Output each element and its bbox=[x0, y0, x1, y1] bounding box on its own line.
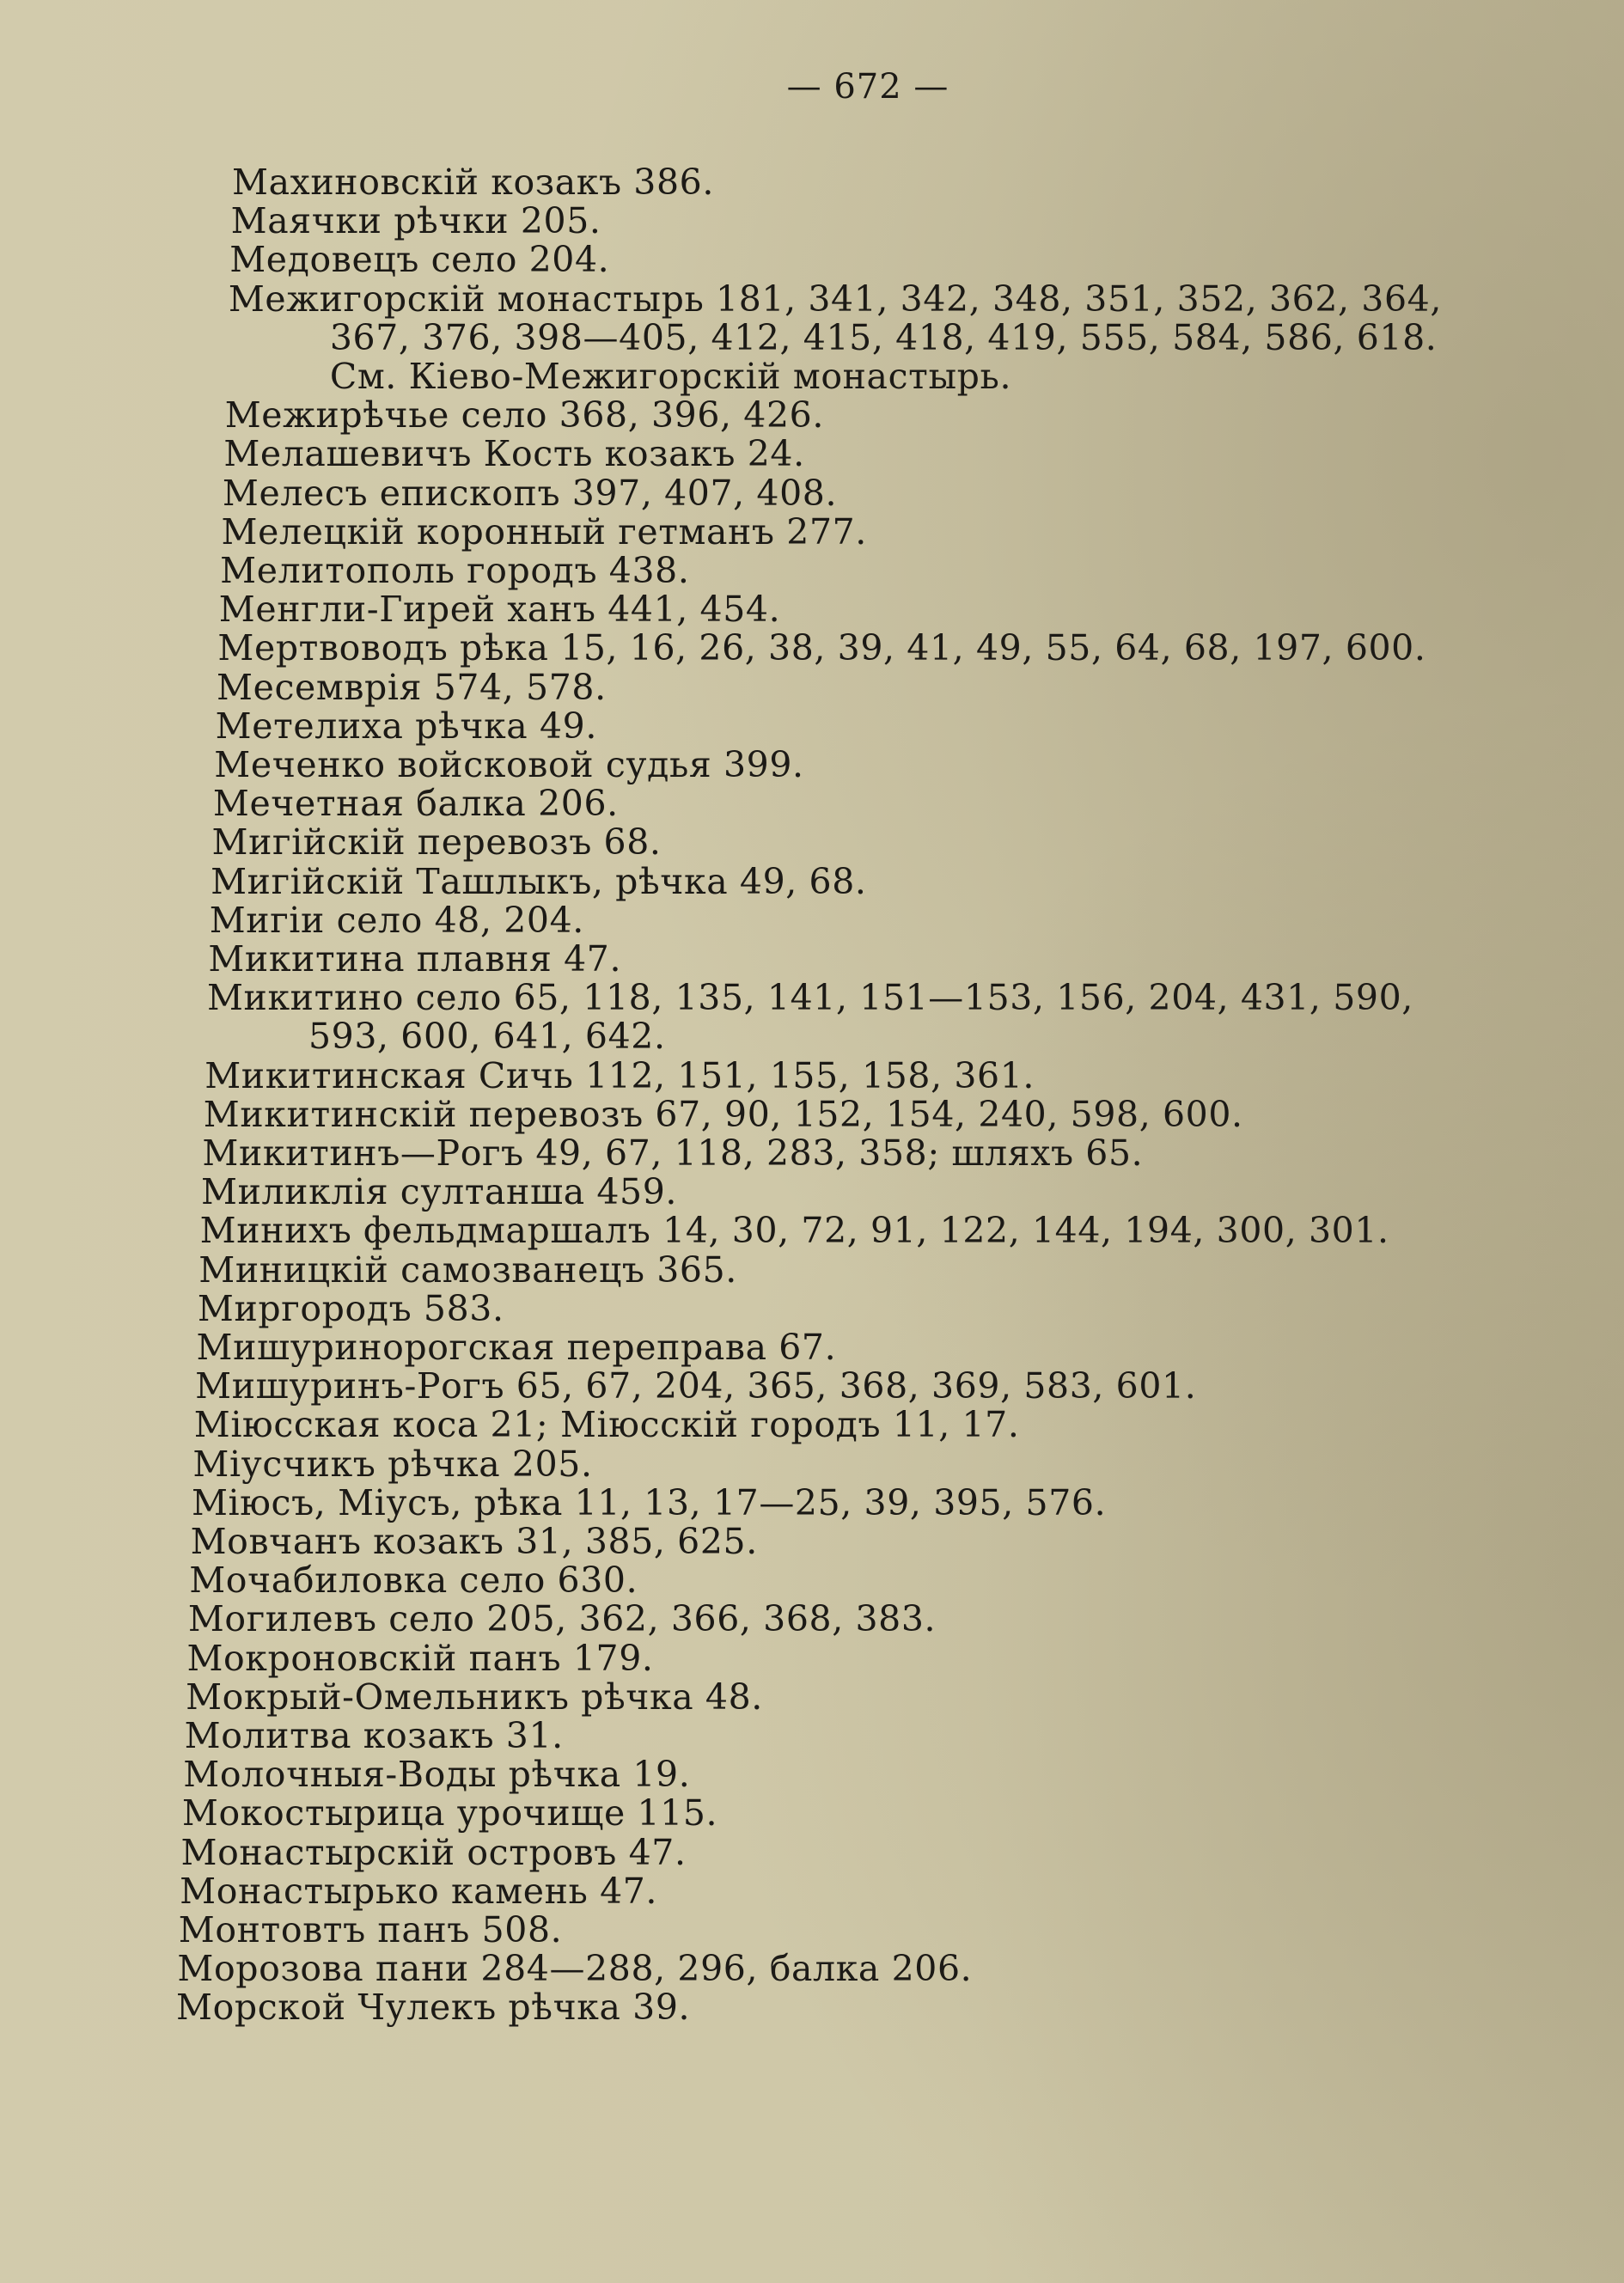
index-entry bbox=[186, 1678, 763, 1717]
index-entry-text: Маячки рѣчки 205. bbox=[230, 200, 601, 242]
index-entry-text: Мочабиловка село 630. bbox=[189, 1560, 638, 1602]
index-entry bbox=[185, 1717, 564, 1755]
index-entry-text: Махиновскій козакъ 386. bbox=[232, 162, 714, 203]
index-entry bbox=[198, 1248, 737, 1291]
index-entry-continuation: См. Кіево-Межигорскій монастырь. bbox=[329, 355, 1012, 397]
index-entry-continuation: 593, 600, 641, 642. bbox=[308, 1016, 666, 1058]
index-entry-text: Міюсъ, Міусъ, рѣка 11, 13, 17—25, 39, 395, 576. bbox=[191, 1481, 1107, 1523]
index-entry-text: Метелиха рѣчка 49. bbox=[215, 705, 597, 747]
index-entry-text: Монастырскій островъ 47. bbox=[180, 1831, 687, 1873]
index-entry-text: Мигійскій Ташлыкъ, рѣчка 49, 68. bbox=[211, 860, 867, 902]
index-entry bbox=[188, 1600, 936, 1639]
index-entry bbox=[208, 940, 621, 979]
index-entry-text: Могилевъ село 205, 362, 366, 368, 383. bbox=[187, 1598, 937, 1640]
index-entry-text: Мишуринъ-Рогъ 65, 67, 204, 365, 368, 369, 583, 601. bbox=[195, 1365, 1197, 1407]
index-entry bbox=[210, 901, 584, 940]
index-entry bbox=[223, 435, 804, 473]
index-entry bbox=[194, 1406, 1020, 1444]
index-entry-text: Молочныя-Воды рѣчка 19. bbox=[183, 1754, 691, 1796]
index-entry bbox=[191, 1523, 758, 1561]
index-entry-text: Месемврія 574, 578. bbox=[217, 666, 607, 708]
index-entry bbox=[201, 1173, 677, 1212]
index-entry bbox=[211, 860, 867, 902]
index-entry bbox=[219, 590, 780, 629]
index-entry bbox=[229, 280, 1442, 396]
index-entry bbox=[216, 707, 597, 746]
index-entry bbox=[221, 510, 867, 552]
index-entry-text: Морозова пани 284—288, 296, балка 206. bbox=[177, 1948, 973, 1990]
index-entry bbox=[189, 1561, 638, 1600]
index-entry-text: Микитинъ—Рогъ 49, 67, 118, 283, 358; шляхъ 65. bbox=[202, 1132, 1144, 1174]
index-entry-text: Мокостырица урочище 115. bbox=[181, 1792, 718, 1834]
index-entry bbox=[192, 1445, 592, 1484]
index-entry bbox=[183, 1755, 690, 1794]
index-entry-text: Микитино село 65, 118, 135, 141, 151—153, 156, 204, 431, 590, bbox=[206, 977, 1413, 1019]
index-entry-text: Мелесъ епископъ 397, 407, 408. bbox=[222, 472, 838, 514]
index-entry-text: Монастырько камень 47. bbox=[180, 1870, 658, 1912]
index-entry-text: Міусчикъ рѣчка 205. bbox=[192, 1443, 593, 1485]
index-entry bbox=[205, 1054, 1035, 1096]
index-entry-continuation: 367, 376, 398—405, 412, 415, 418, 419, 555, 584, 586, 618. bbox=[329, 316, 1438, 358]
page-number: — 672 — bbox=[786, 67, 949, 107]
index-entry bbox=[214, 746, 803, 784]
index-entry bbox=[197, 1287, 504, 1329]
index-entry-text: Микитинскій перевозъ 67, 90, 152, 154, 240, 598, 600. bbox=[203, 1093, 1243, 1135]
index-entry bbox=[186, 1639, 653, 1678]
index-entry bbox=[195, 1367, 1196, 1406]
index-entry-text: Межигорскій монастырь 181, 341, 342, 348, 351, 352, 362, 364, bbox=[228, 278, 1442, 320]
index-entry bbox=[197, 1328, 837, 1367]
index-entry bbox=[220, 552, 689, 590]
index-entry-text: Молитва козакъ 31. bbox=[184, 1715, 564, 1756]
index-entry-text: Мигіи село 48, 204. bbox=[209, 899, 584, 941]
index-entry-text: Мокрый-Омельникъ рѣчка 48. bbox=[186, 1676, 763, 1718]
index-entry-text: Меченко войсковой судья 399. bbox=[214, 744, 804, 785]
index-entry bbox=[217, 668, 607, 707]
index-entry-text: Миликлія султанша 459. bbox=[201, 1171, 678, 1213]
index-entry bbox=[231, 202, 601, 241]
index-entry-text: Межирѣчье село 368, 396, 426. bbox=[224, 394, 824, 436]
index-entry-text: Мигійскій перевозъ 68. bbox=[211, 821, 662, 864]
index-entry bbox=[179, 1911, 563, 1950]
index-entry-text: Миницкій самозванецъ 365. bbox=[198, 1248, 737, 1291]
index-entry bbox=[223, 474, 837, 513]
index-entry-text: Мелецкій коронный гетманъ 277. bbox=[221, 510, 867, 552]
index-entry-text: Менгли-Гирей ханъ 441, 454. bbox=[218, 589, 781, 631]
index-entry bbox=[202, 1134, 1143, 1173]
index-entry-text: Мишуринорогская переправа 67. bbox=[196, 1327, 837, 1368]
index-entry-text: Монтовтъ панъ 508. bbox=[178, 1909, 563, 1950]
index-entry-text: Морской Чулекъ рѣчка 39. bbox=[176, 1987, 691, 2029]
index-entry-text: Минихъ фельдмаршалъ 14, 30, 72, 91, 122, 144, 194, 300, 301. bbox=[199, 1210, 1389, 1252]
index-entry bbox=[232, 163, 714, 202]
index-entry-text: Мовчанъ козакъ 31, 385, 625. bbox=[190, 1521, 758, 1562]
index-entry bbox=[211, 823, 661, 862]
index-entry bbox=[182, 1794, 717, 1833]
index-entry bbox=[191, 1481, 1107, 1523]
index-entry-text: Мелитополь городъ 438. bbox=[220, 550, 690, 591]
index-entry-text: Міюсская коса 21; Міюсскій городъ 11, 17. bbox=[193, 1404, 1020, 1446]
index-entry bbox=[177, 1950, 972, 1988]
index-entry bbox=[176, 1988, 690, 2027]
index-entry bbox=[229, 241, 609, 279]
index-entry bbox=[217, 629, 1426, 668]
index-entry bbox=[203, 1093, 1243, 1135]
index-entry bbox=[180, 1831, 687, 1873]
index-entries bbox=[0, 163, 1624, 2140]
index-entry-text: Мокроновскій панъ 179. bbox=[186, 1637, 654, 1679]
index-entry bbox=[200, 1212, 1389, 1250]
index-entry bbox=[213, 784, 619, 823]
index-entry-text: Мечетная балка 206. bbox=[212, 783, 619, 825]
index-entry-text: Мелашевичъ Кость козакъ 24. bbox=[223, 433, 805, 475]
index-entry-text: Мертвоводъ рѣка 15, 16, 26, 38, 39, 41, 49, 55, 64, 68, 197, 600. bbox=[217, 627, 1426, 669]
index-entry-text: Миргородъ 583. bbox=[197, 1287, 504, 1329]
index-entry-text: Микитина плавня 47. bbox=[208, 938, 622, 980]
index-entry bbox=[207, 979, 1413, 1056]
index-entry-text: Микитинская Сичь 112, 151, 155, 158, 361. bbox=[205, 1054, 1035, 1096]
index-entry-text: Медовецъ село 204. bbox=[229, 239, 610, 281]
index-entry bbox=[180, 1872, 657, 1911]
index-entry bbox=[225, 396, 824, 435]
